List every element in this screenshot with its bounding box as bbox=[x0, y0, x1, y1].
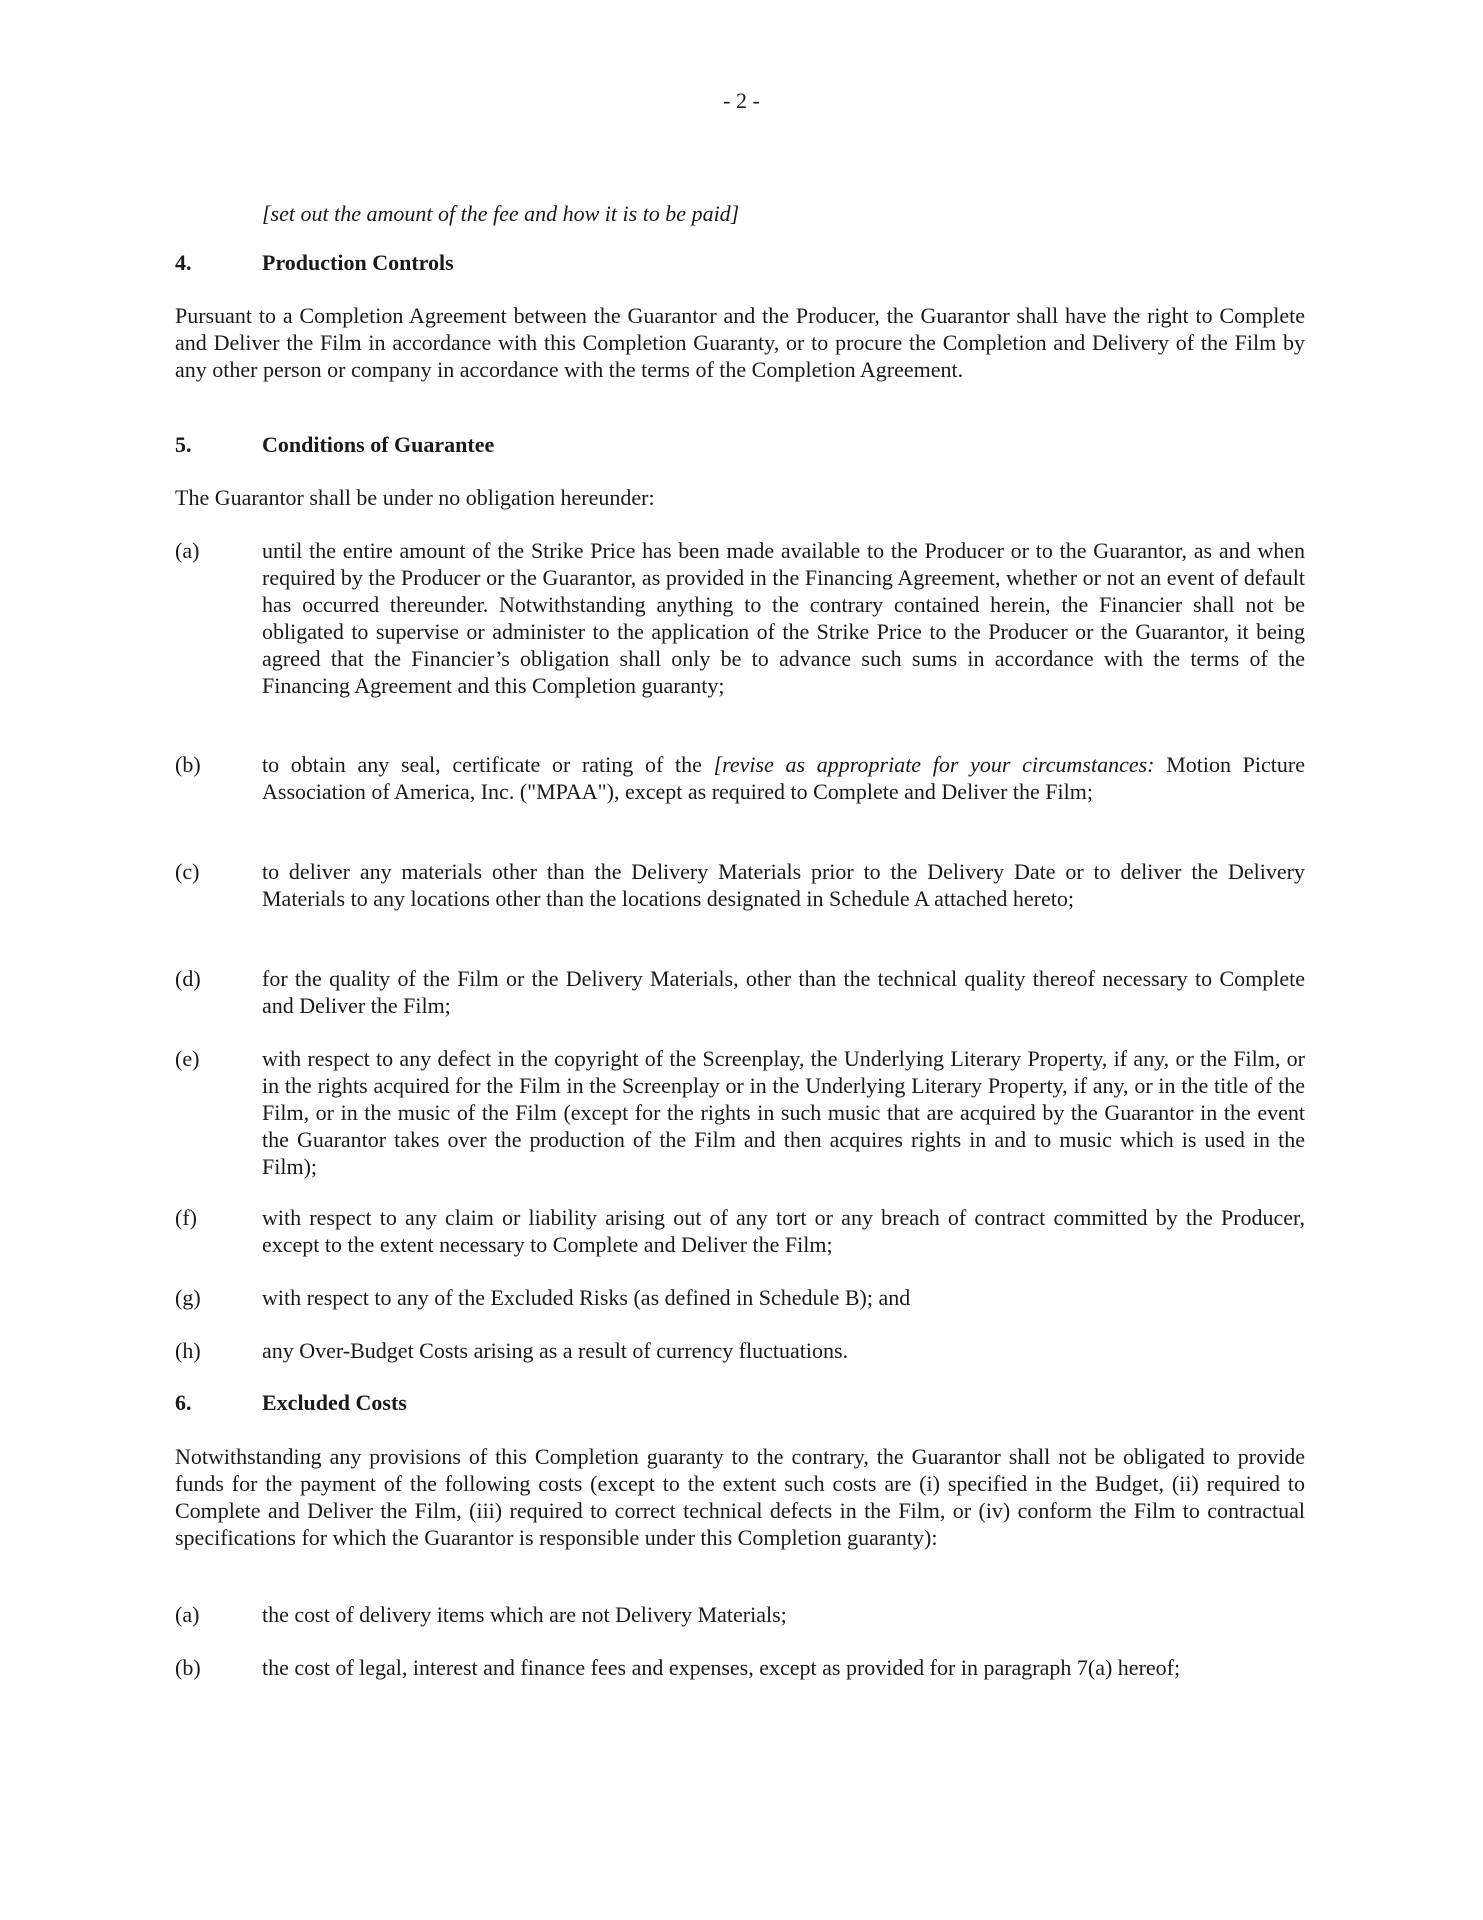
clause-text bbox=[262, 751, 1305, 805]
clause-label: (a) bbox=[175, 1602, 200, 1627]
clause-5d bbox=[175, 965, 1305, 1019]
section-title: Conditions of Guarantee bbox=[262, 432, 495, 457]
clause-label: (b) bbox=[175, 1655, 201, 1680]
section-number: 6. bbox=[175, 1390, 192, 1415]
section-title: Excluded Costs bbox=[262, 1390, 407, 1415]
section-5-intro: The Guarantor shall be under no obligation hereunder: bbox=[175, 485, 655, 510]
fee-note: [set out the amount of the fee and how it is to be paid] bbox=[262, 201, 740, 226]
clause-text: the cost of legal, interest and finance fees and expenses, except as provided for in paragraph 7(a) hereof; bbox=[262, 1655, 1181, 1680]
section-number: 5. bbox=[175, 432, 192, 457]
clause-5f bbox=[175, 1204, 1305, 1258]
clause-text: until the entire amount of the Strike Price has been made available to the Producer or to the Guarantor, as and when required by the Producer or the Guarantor, as provided in the Financing Agreement, whether or not an event of default has occurred thereunder. Notwithstanding anything to the contrary contained herein, the Financier shall not be obligated to supervise or administer to the application of the Strike Price to the Producer or the Guarantor, it being agreed that the Financier’s obligation shall only be to advance such sums in accordance with the terms of the Financing Agreement and this Completion guaranty; bbox=[262, 538, 1305, 698]
section-title: Production Controls bbox=[262, 250, 454, 275]
clause-label: (a) bbox=[175, 538, 200, 563]
section-4-heading bbox=[175, 250, 454, 276]
clause-5b bbox=[175, 751, 1305, 805]
clause-label: (h) bbox=[175, 1338, 201, 1363]
clause-label: (c) bbox=[175, 859, 200, 884]
clause-5h bbox=[175, 1337, 1305, 1364]
clause-6a bbox=[175, 1601, 1305, 1628]
clause-5g bbox=[175, 1284, 1305, 1311]
clause-6b bbox=[175, 1654, 1305, 1681]
clause-label: (b) bbox=[175, 752, 201, 777]
clause-text: with respect to any of the Excluded Risks (as defined in Schedule B); and bbox=[262, 1285, 911, 1310]
section-number: 4. bbox=[175, 250, 192, 275]
clause-label: (g) bbox=[175, 1285, 201, 1310]
clause-5e bbox=[175, 1045, 1305, 1180]
page-number: - 2 - bbox=[723, 88, 760, 113]
section-5-heading bbox=[175, 432, 494, 458]
clause-label: (f) bbox=[175, 1205, 197, 1230]
clause-text: for the quality of the Film or the Delivery Materials, other than the technical quality thereof necessary to Complete and Deliver the Film; bbox=[262, 966, 1305, 1018]
clause-text-part: to obtain any seal, certificate or rating of the bbox=[262, 752, 714, 777]
clause-text: to deliver any materials other than the Delivery Materials prior to the Delivery Date or to deliver the Delivery Materials to any locations other than the locations designated in Schedule A attached hereto; bbox=[262, 859, 1305, 911]
clause-label: (e) bbox=[175, 1046, 200, 1071]
clause-text: the cost of delivery items which are not Delivery Materials; bbox=[262, 1602, 787, 1627]
clause-label: (d) bbox=[175, 966, 201, 991]
clause-text: with respect to any defect in the copyright of the Screenplay, the Underlying Literary Property, if any, or the Film, or in the rights acquired for the Film in the Screenplay or in the Underlying Literary Property, if any, or in the title of the Film, or in the music of the Film (except for the rights in such music that are acquired by the Guarantor in the event the Guarantor takes over the production of the Film and then acquires rights in and to music which is used in the Film); bbox=[262, 1046, 1305, 1179]
section-4-body: Pursuant to a Completion Agreement between the Guarantor and the Producer, the Guarantor shall have the right to Complete and Deliver the Film in accordance with this Completion Guaranty, or to procure the Completion and Delivery of the Film by any other person or company in accordance with the terms of the Completion Agreement. bbox=[175, 303, 1305, 382]
clause-text: any Over-Budget Costs arising as a result of currency fluctuations. bbox=[262, 1338, 849, 1363]
clause-text-part: Motion Picture Association of America, Inc. ("MPAA"), except as required to Complete and Deliver the Film; bbox=[262, 752, 1305, 804]
clause-5a bbox=[175, 537, 1305, 699]
clause-text: with respect to any claim or liability arising out of any tort or any breach of contract committed by the Producer, except to the extent necessary to Complete and Deliver the Film; bbox=[262, 1205, 1305, 1257]
clause-5c bbox=[175, 858, 1305, 912]
drafting-note: [revise as appropriate for your circumstances: bbox=[713, 752, 1155, 777]
section-6-body: Notwithstanding any provisions of this Completion guaranty to the contrary, the Guarantor shall not be obligated to provide funds for the payment of the following costs (except to the extent such costs are (i) specified in the Budget, (ii) required to Complete and Deliver the Film, (iii) required to correct technical defects in the Film, or (iv) conform the Film to contractual specifications for which the Guarantor is responsible under this Completion guaranty): bbox=[175, 1444, 1305, 1550]
section-6-heading bbox=[175, 1390, 407, 1416]
